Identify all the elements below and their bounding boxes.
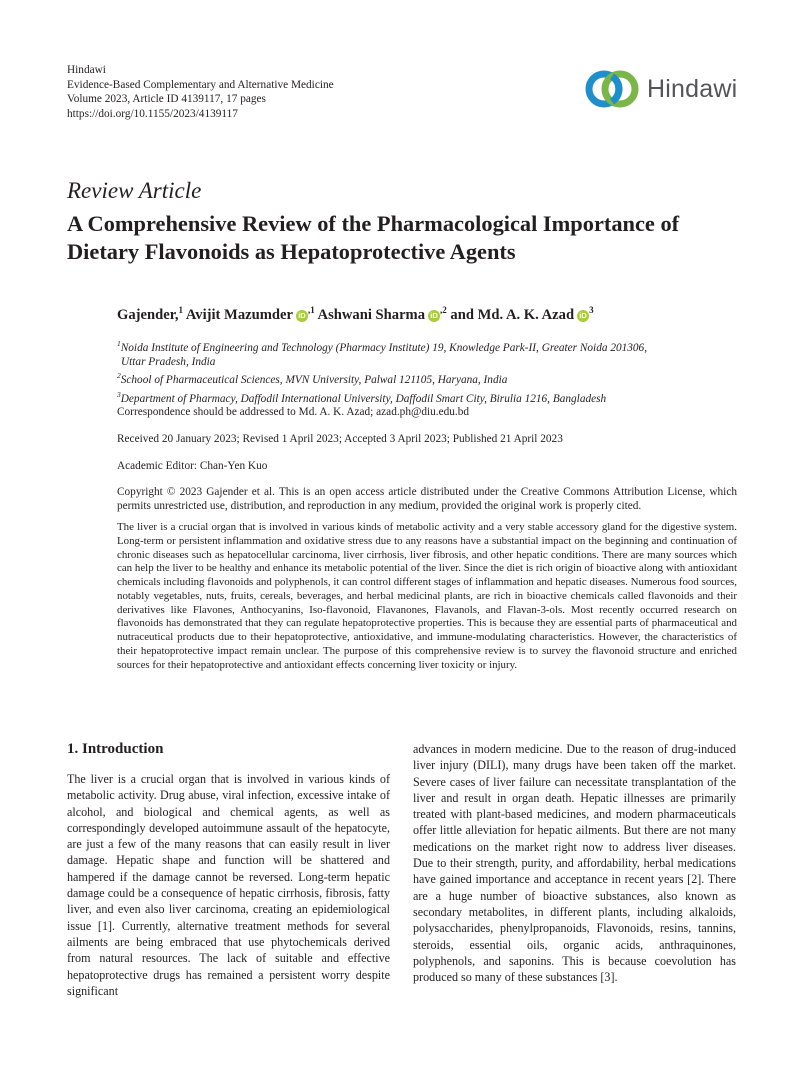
author-affil-sup: 3	[589, 305, 594, 315]
hindawi-logo[interactable]	[583, 66, 739, 112]
volume-info: Volume 2023, Article ID 4139117, 17 pages	[67, 93, 266, 106]
doi-link[interactable]: https://doi.org/10.1155/2023/4139117	[67, 107, 238, 120]
author-name: and Md. A. K. Azad	[450, 306, 575, 323]
orcid-icon[interactable]: iD	[296, 310, 308, 322]
author-affil-sup: ,2	[440, 305, 447, 315]
author-name: Ashwani Sharma	[317, 306, 425, 323]
orcid-icon[interactable]: iD	[428, 310, 440, 322]
journal-header	[67, 63, 334, 121]
publisher-name: Hindawi	[67, 64, 106, 76]
article-type: Review Article	[67, 178, 202, 203]
affiliations	[117, 337, 717, 406]
author-list	[117, 305, 737, 324]
author-affil-sup: 1	[178, 305, 183, 315]
affiliation-text-continued: Uttar Pradesh, India	[121, 355, 216, 368]
section-heading: 1. Introduction	[67, 741, 164, 757]
body-column-left: The liver is a crucial organ that is involved in various kinds of metabolic activity. Drug abuse, viral infection, excessive intake of alcohol, and biological and chemical agents, as well as correspondingly developed autoimmune assault of the hepatocyte, are just a few of the many reasons that can easily result in liver damage. Hepatic shape and function will be shattered and hampered if the damage cannot be reversed. Long-term hepatic damage could be a consequence of hepatic cirrhosis, fibrosis, fatty liver, and even also liver carcinoma, creating an epidemiological issue [1]. Currently, alternative treatment methods for several ailments are being embraced that use phytochemicals derived from natural resources. The lack of suitable and effective hepatoprotective drugs has remained a persistent worry despite significant	[67, 772, 390, 998]
orcid-icon[interactable]: iD	[577, 310, 589, 322]
article-dates: Received 20 January 2023; Revised 1 April 2023; Accepted 3 April 2023; Published 21 April 2023	[117, 433, 563, 445]
affiliation-number: 3	[117, 389, 121, 399]
author-name: Avijit Mazumder	[185, 306, 293, 323]
affiliation-item	[117, 388, 717, 407]
affiliation-text: Department of Pharmacy, Daffodil International University, Daffodil Smart City, Birulia 1216, Bangladesh	[120, 392, 607, 405]
body-column-right: advances in modern medicine. Due to the reason of drug-induced liver injury (DILI), many drugs have been taken off the market. Severe cases of liver failure can necessitate transplantation of the liver and result in organ death. Hepatic illnesses are primarily treated with plant-based medicines, and modern pharmaceuticals offer little alleviation for hepatic ailments. But there are not many medications on the market right now to address liver diseases. Due to their strength, purity, and affordability, herbal medications have gained importance and acceptance in recent years [2]. There are a huge number of bioactive substances, also known as secondary metabolites, in different plants, including alkaloids, polysaccharides, phenylpropanoids, Flavonoids, resins, tannins, steroids, essential oils, organic acids, anthraquinones, polyphenols, and saponins. This is because coevolution has produced so many of these substances [3].	[413, 742, 736, 985]
article-title: A Comprehensive Review of the Pharmacological Importance of Dietary Flavonoids as Hepatoprotective Agents	[67, 211, 680, 264]
author-name: Gajender,	[117, 306, 179, 323]
abstract: The liver is a crucial organ that is involved in various kinds of metabolic activity and a very stable accessory gland for the digestive system. Long-term or persistent inflammation and oxidative stress due to any reasons have a substantial impact on the beginning and continuation of chronic diseases such as hepatocellular carcinoma, liver cirrhosis, liver fibrosis, and other hepatic conditions. There are many sources which can help the liver to be healthy and enhance its metabolic potential of the liver. Since the diet is rich origin of bioactive along with antioxidant chemicals including flavonoids and polyphenols, it can control different stages of inflammation and hepatic diseases. Numerous food sources, notably vegetables, nuts, fruits, cereals, beverages, and herbal medicinal plants, are rich in bioactive chemicals called flavonoids and their derivatives like Flavones, Anthocyanins, Iso-flavonoid, Flavanones, Flavanols, and Flavan-3-ols. Most recently occurred research on flavonoids has demonstrated that they can regulate hepatoprotective properties. This is because they are essential parts of pharmaceutical and nutraceutical products due to their hepatoprotective, antioxidative, and immune-modulating characteristics. However, the characteristics of their hepatoprotective impact remain unclear. The purpose of this comprehensive review is to survey the flavonoid structure and enriched sources for their hepatoprotective and antioxidant effects concerning liver toxicity or injury.	[117, 521, 737, 671]
copyright-notice: Copyright © 2023 Gajender et al. This is an open access article distributed under the Creative Commons Attribution License, which permits unrestricted use, distribution, and reproduction in any medium, provided the original work is properly cited.	[117, 486, 737, 512]
affiliation-item	[117, 369, 717, 388]
affiliation-number: 1	[117, 339, 121, 348]
correspondence: Correspondence should be addressed to Md. A. K. Azad; azad.ph@diu.edu.bd	[117, 406, 470, 418]
affiliation-number: 2	[117, 371, 121, 381]
journal-name: Evidence-Based Complementary and Alternative Medicine	[67, 78, 334, 91]
affiliation-item	[117, 337, 717, 369]
hindawi-logo-icon	[583, 67, 641, 111]
affiliation-text: School of Pharmaceutical Sciences, MVN University, Palwal 121105, Haryana, India	[120, 374, 508, 387]
academic-editor: Academic Editor: Chan-Yen Kuo	[117, 460, 268, 472]
author-affil-sup: ,1	[307, 305, 315, 315]
affiliation-text: Noida Institute of Engineering and Technology (Pharmacy Institute) 19, Knowledge Park-II, Greater Noida 201306,	[120, 341, 648, 354]
hindawi-logo-text: Hindawi	[647, 74, 738, 103]
